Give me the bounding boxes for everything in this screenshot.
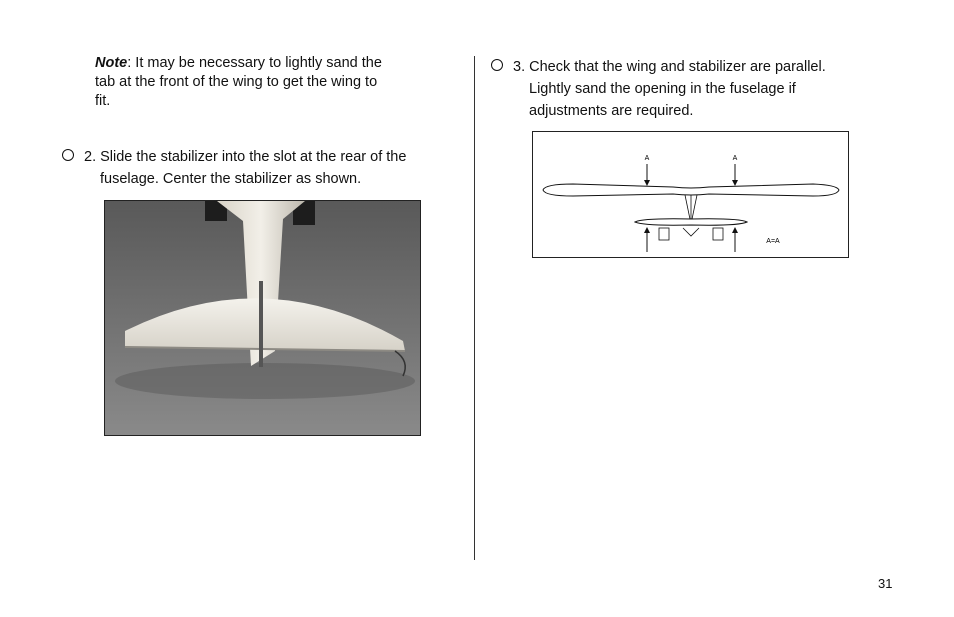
checkbox-circle-icon[interactable] [491,59,503,71]
step-2-line-2: fuselage. Center the stabilizer as shown. [100,171,362,187]
step-2-line-1: 2. Slide the stabilizer into the slot at the rear of the [84,149,407,165]
label-a-equals-a: A=A [766,238,780,245]
step-3-line-3: adjustments are required. [529,103,694,119]
label-a-right: A [732,155,738,162]
note-label: Note [95,55,128,71]
page-number: 31 [878,576,893,591]
label-a-left: A [644,155,650,162]
parallel-check-diagram [532,131,849,258]
column-divider [474,56,475,560]
step-3-line-1: 3. Check that the wing and stabilizer are parallel. [513,59,826,75]
note-text: : It may be necessary to lightly sand the tab at the front of the wing to get the wing to fit. [95,55,382,109]
note-paragraph [95,54,395,111]
stabilizer-photo [104,200,421,436]
step-3-line-2: Lightly sand the opening in the fuselage if [529,81,796,97]
checkbox-circle-icon[interactable] [62,149,74,161]
